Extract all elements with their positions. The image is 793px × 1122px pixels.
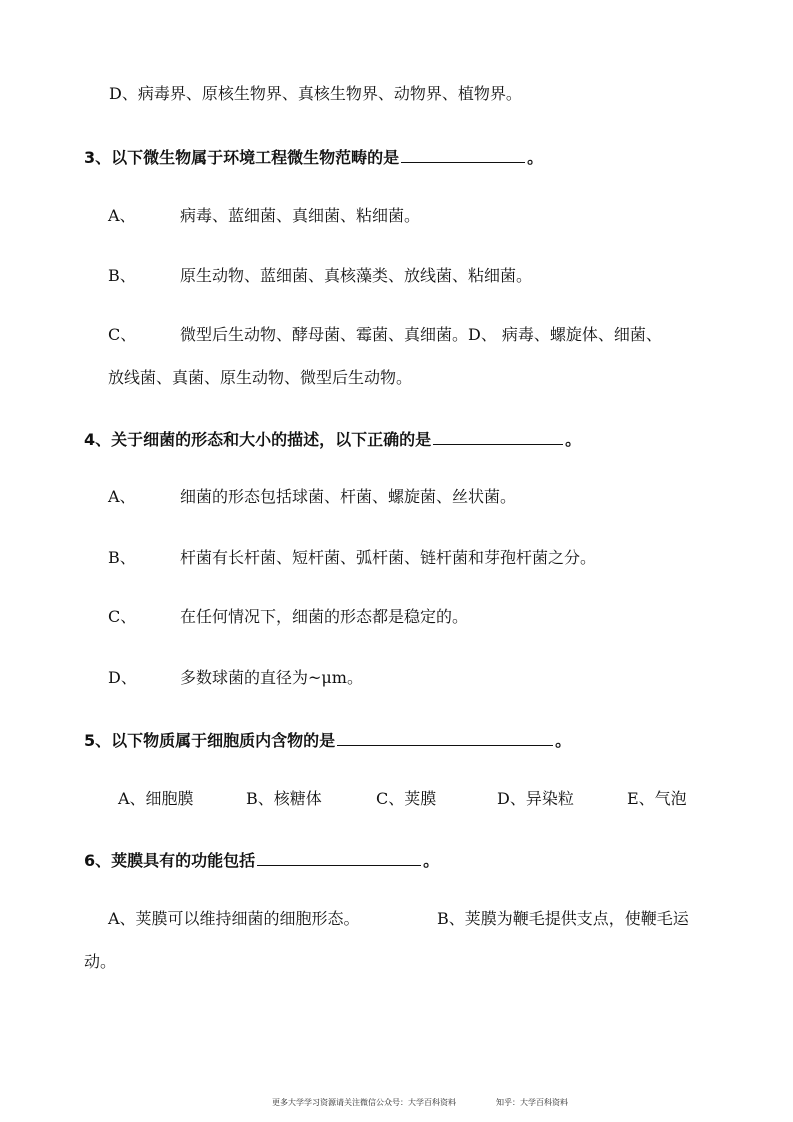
q4-option-c-letter: C、	[108, 607, 137, 626]
q3-option-c-continued: 放线菌、真菌、原生动物、微型后生动物。	[108, 368, 413, 387]
q4-option-b	[108, 548, 596, 568]
q5-option-e: E、气泡	[627, 789, 687, 808]
q3-option-c-letter: C、	[108, 325, 137, 344]
q5-option-d: D、异染粒	[497, 789, 574, 808]
question-6	[84, 849, 439, 871]
q3-option-a-text: 病毒、蓝细菌、真细菌、粘细菌。	[180, 206, 421, 225]
question-6-text: 6、荚膜具有的功能包括	[84, 851, 256, 870]
question-3-text: 3、以下微生物属于环境工程微生物范畴的是	[84, 148, 400, 167]
question-4-text: 4、关于细菌的形态和大小的描述，以下正确的是	[84, 430, 432, 449]
q5-option-b: B、核糖体	[246, 789, 322, 808]
q4-option-d-letter: D、	[108, 668, 137, 687]
question-6-end: 。	[423, 851, 440, 870]
q6-option-a: A、荚膜可以维持细菌的细胞形态。	[108, 909, 360, 928]
question-5-text: 5、以下物质属于细胞质内含物的是	[84, 731, 336, 750]
q6-option-b-continued: 动。	[84, 952, 117, 971]
question-4-end: 。	[565, 430, 582, 449]
q4-option-d-text: 多数球菌的直径为~μm。	[180, 668, 363, 687]
question-5-end: 。	[555, 731, 572, 750]
question-3	[84, 146, 543, 168]
q3-option-b-text: 原生动物、蓝细菌、真核藻类、放线菌、粘细菌。	[180, 266, 533, 285]
footer-zhihu-note: 知乎：大学百科资料	[496, 1098, 568, 1107]
question-4-blank[interactable]	[433, 428, 563, 445]
q4-option-c	[108, 607, 468, 627]
q3-option-a	[108, 206, 420, 226]
q4-option-b-letter: B、	[108, 548, 136, 567]
q5-option-c: C、荚膜	[376, 789, 437, 808]
q4-option-b-text: 杆菌有长杆菌、短杆菌、弧杆菌、链杆菌和芽孢杆菌之分。	[180, 548, 597, 567]
q4-option-d	[108, 668, 363, 688]
q3-option-b	[108, 266, 532, 286]
question-3-blank[interactable]	[401, 146, 525, 163]
question-6-blank[interactable]	[257, 849, 421, 866]
question-3-end: 。	[527, 148, 544, 167]
q3-option-c	[108, 325, 662, 345]
footer-wechat-note: 更多大学学习资源请关注微信公众号：大学百科资料	[272, 1098, 456, 1107]
question-5	[84, 729, 571, 751]
q4-option-a	[108, 487, 516, 507]
option-d-prev: D、病毒界、原核生物界、真核生物界、动物界、植物界。	[109, 84, 522, 103]
q3-option-a-letter: A、	[108, 206, 136, 225]
question-5-blank[interactable]	[337, 729, 553, 746]
q4-option-a-text: 细菌的形态包括球菌、杆菌、螺旋菌、丝状菌。	[180, 487, 517, 506]
q4-option-a-letter: A、	[108, 487, 136, 506]
q3-option-c-text: 微型后生动物、酵母菌、霉菌、真细菌。D、 病毒、螺旋体、细菌、	[180, 325, 662, 344]
q6-option-b: B、荚膜为鞭毛提供支点，使鞭毛运	[437, 909, 689, 928]
q4-option-c-text: 在任何情况下，细菌的形态都是稳定的。	[180, 607, 469, 626]
q5-option-a: A、细胞膜	[118, 789, 194, 808]
question-4	[84, 428, 581, 450]
q3-option-b-letter: B、	[108, 266, 136, 285]
